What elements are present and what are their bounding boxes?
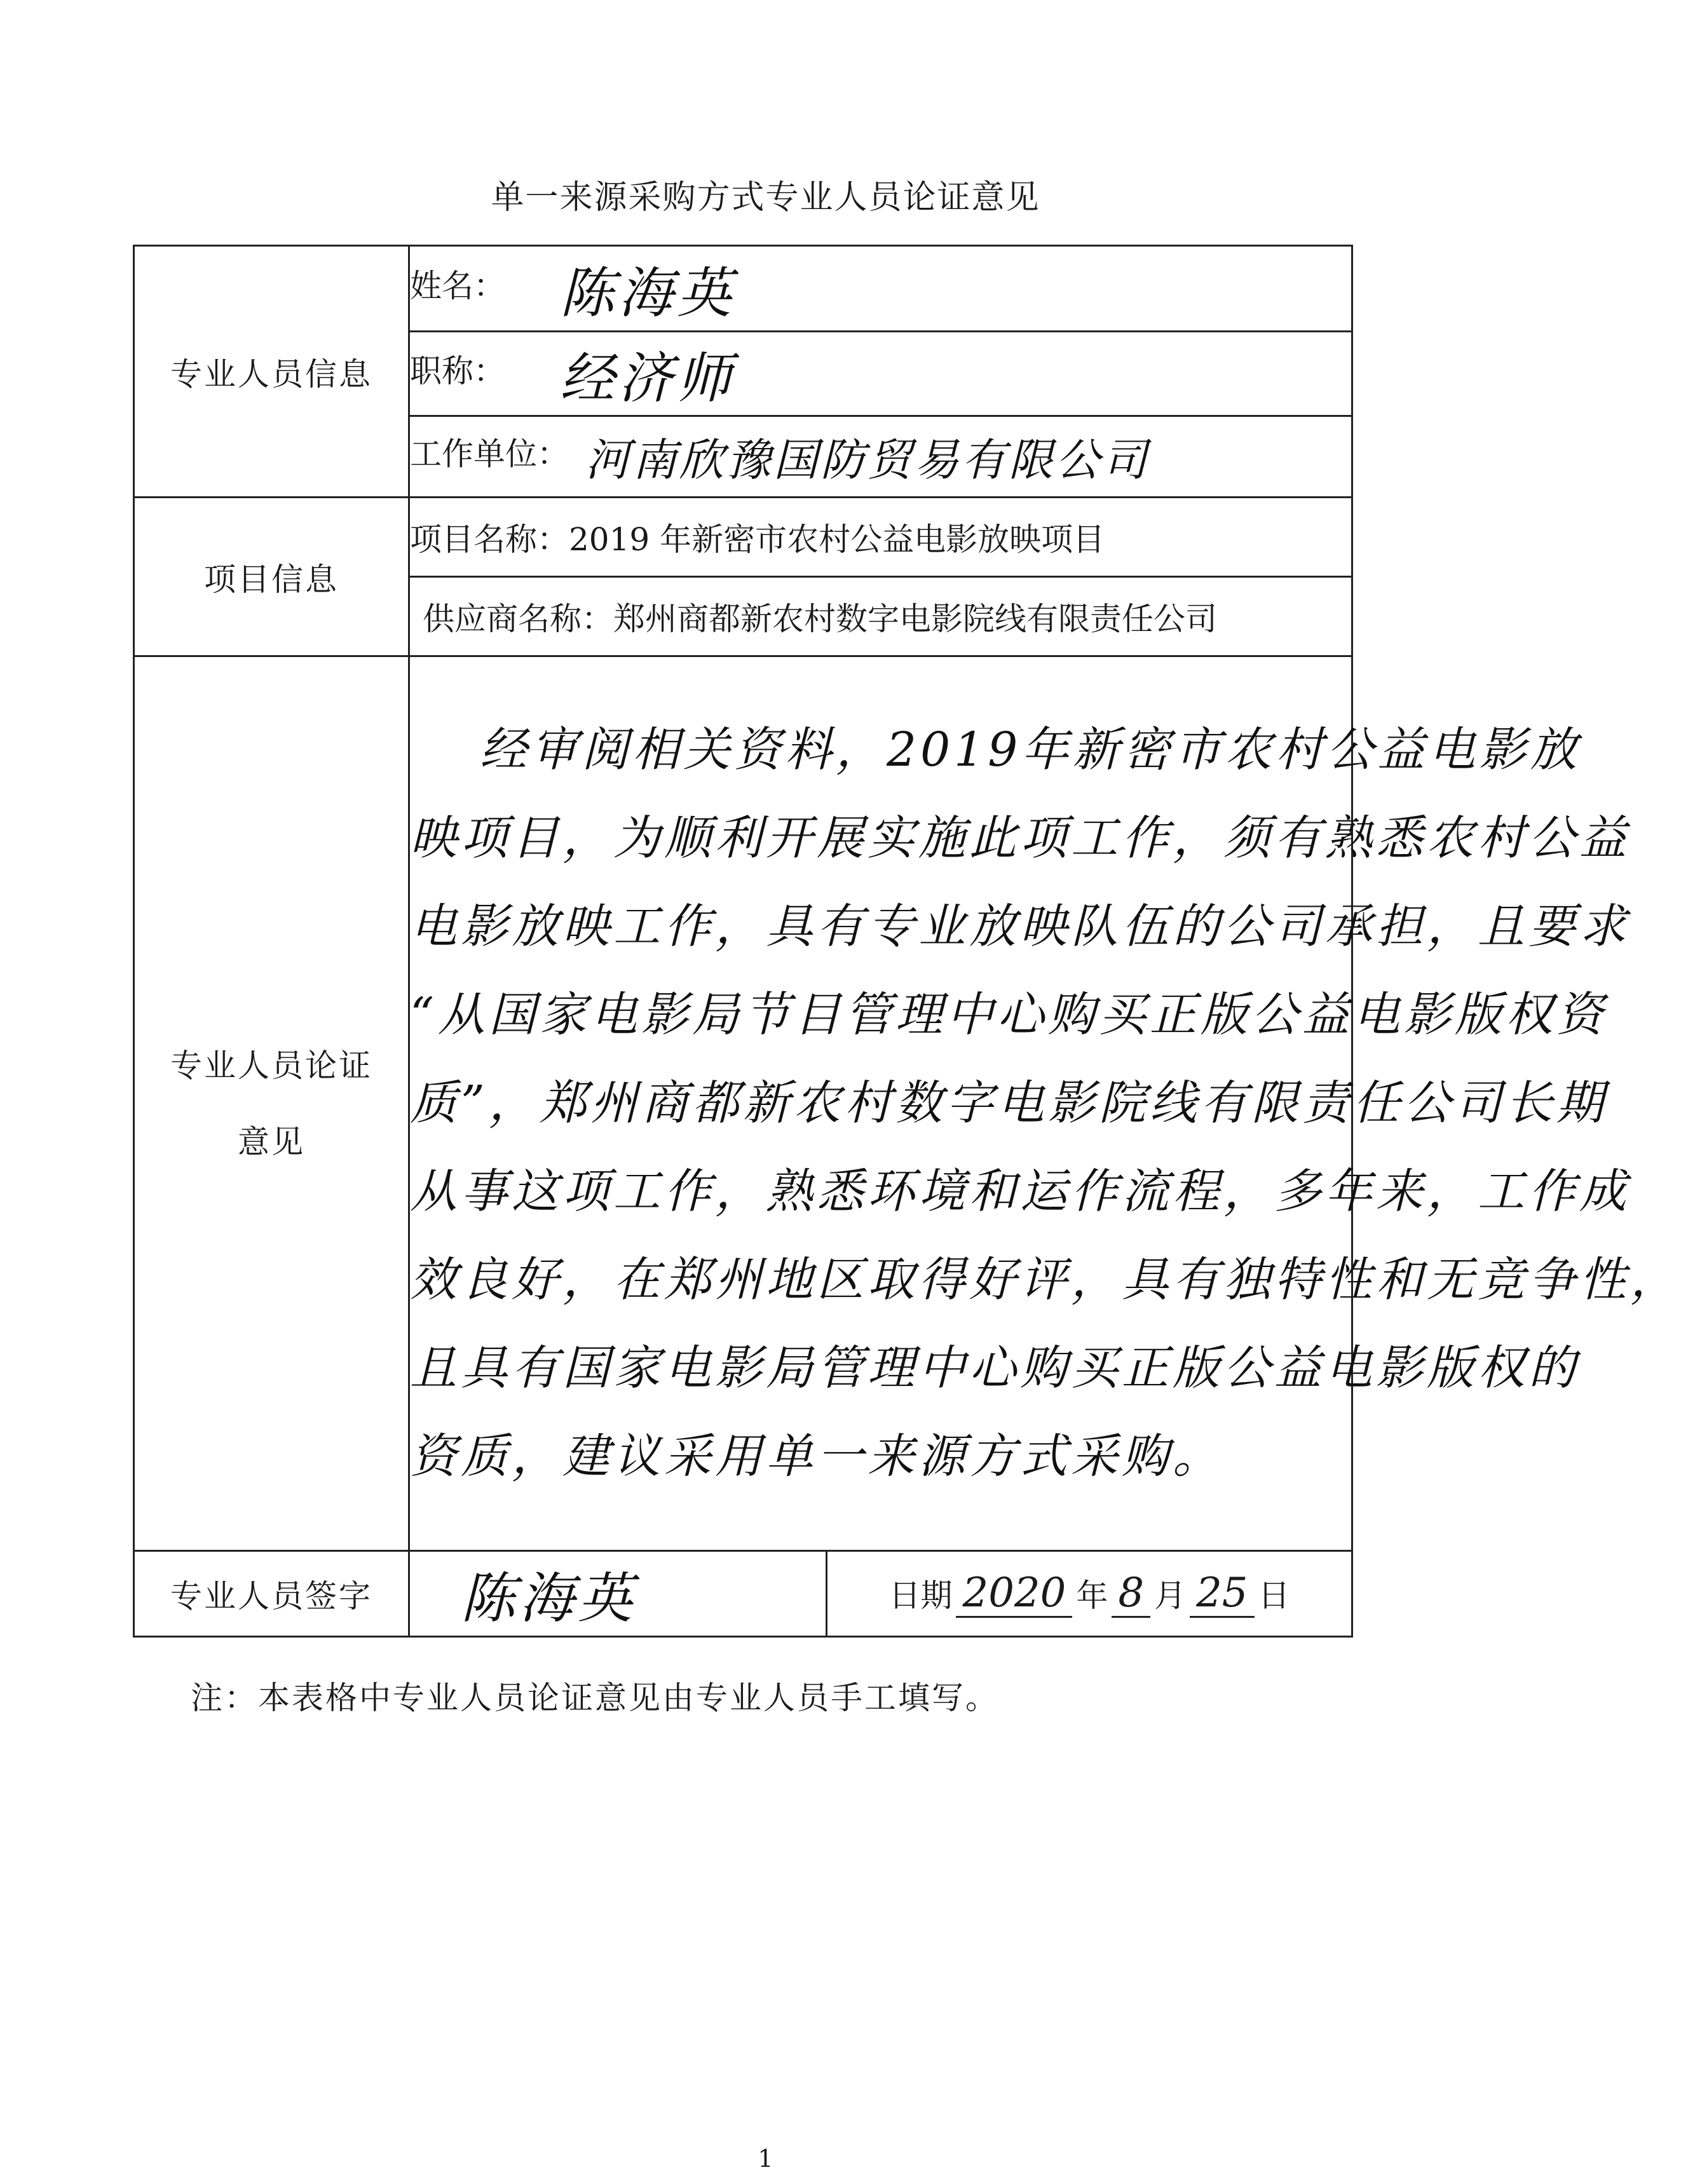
- opinion-line: “从国家电影局节目管理中心购买正版公益电影版权资: [410, 987, 1607, 1042]
- footnote: 注：本表格中专业人员论证意见由专业人员手工填写。: [191, 1679, 999, 1716]
- opinion-line: 经审阅相关资料，2019年新密市农村公益电影放: [480, 722, 1581, 777]
- signature-label: 专业人员签字: [134, 1551, 409, 1637]
- opinion-line: 效良好，在郑州地区取得好评，具有独特性和无竞争性，: [410, 1252, 1681, 1307]
- title-row: [409, 332, 1352, 416]
- opinion-label-line2: 意见: [238, 1123, 305, 1160]
- date-day: 25: [1190, 1570, 1254, 1618]
- work-unit-label: 工作单位：: [410, 435, 569, 473]
- job-title-value: 经济师: [559, 347, 735, 410]
- expert-info-label: 专业人员信息: [134, 246, 409, 498]
- work-unit-row: [409, 416, 1352, 498]
- page-number: 1: [758, 2145, 773, 2173]
- date-year: 2020: [956, 1570, 1072, 1618]
- date-year-unit: 年: [1076, 1577, 1108, 1614]
- supplier-name: 供应商名称：郑州商都新农村数字电影院线有限责任公司: [409, 577, 1352, 656]
- date-month: 8: [1112, 1570, 1150, 1618]
- name-row: [409, 246, 1352, 332]
- opinion-line: 映项目，为顺利开展实施此项工作，须有熟悉农村公益: [410, 811, 1630, 865]
- opinion-text: [409, 656, 1681, 1551]
- date-cell: [827, 1551, 1352, 1637]
- signature-value: 陈海英: [461, 1567, 636, 1631]
- opinion-label: [134, 656, 409, 1551]
- signature-cell: [409, 1551, 827, 1637]
- date-label: 日期: [888, 1577, 953, 1614]
- work-unit-value: 河南欣豫国防贸易有限公司: [585, 434, 1150, 486]
- argumentation-form: [133, 245, 1681, 1638]
- job-title-label: 职称：: [410, 353, 505, 390]
- name-value: 陈海英: [559, 262, 735, 325]
- opinion-line: 质”，郑州商都新农村数字电影院线有限责任公司长期: [410, 1076, 1607, 1130]
- opinion-line: 资质，建议采用单一来源方式采购。: [410, 1429, 1223, 1484]
- document-title: 单一来源采购方式专业人员论证意见: [491, 179, 1040, 217]
- opinion-line: 从事这项工作，熟悉环境和运作流程，多年来，工作成: [410, 1164, 1630, 1219]
- project-info-label: 项目信息: [134, 498, 409, 656]
- opinion-line: 且具有国家电影局管理中心购买正版公益电影版权的: [410, 1341, 1579, 1395]
- project-name: 项目名称：2019 年新密市农村公益电影放映项目: [409, 498, 1352, 577]
- opinion-label-line1: 专业人员论证: [170, 1047, 372, 1084]
- name-label: 姓名：: [410, 268, 505, 304]
- opinion-line: 电影放映工作，具有专业放映队伍的公司承担，且要求: [410, 899, 1630, 954]
- date-day-unit: 日: [1258, 1577, 1290, 1614]
- date-month-unit: 月: [1154, 1577, 1187, 1614]
